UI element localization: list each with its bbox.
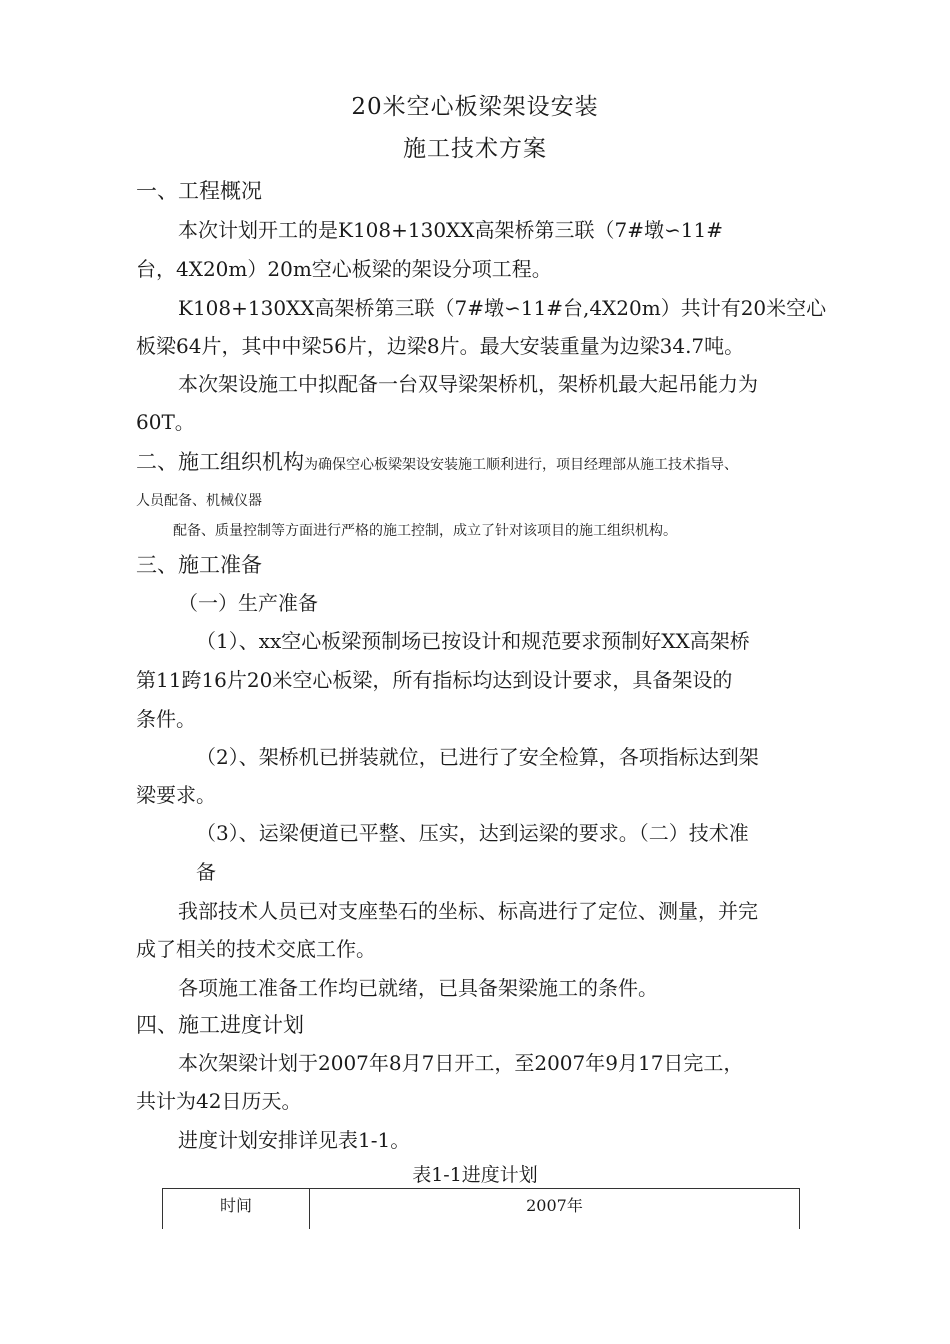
section3-item3-line2: 备 [196,860,216,884]
section3-item1-line1: （1）、xx空心板梁预制场已按设计和规范要求预制好XX高架桥 [196,629,750,653]
section3-ready: 各项施工准备工作均已就绪，已具备架梁施工的条件。 [178,976,658,1000]
section2-heading-line [136,446,738,476]
document-title-line1: 20米空心板梁架设安装 [351,94,599,120]
section2-inline-text: 为确保空心板梁架设安装施工顺利进行，项目经理部从施工技术指导、 [304,457,738,473]
section2-line2: 人员配备、机械仪器 [136,493,262,509]
section1-para3-line2: 60T。 [136,410,195,434]
section2-line3: 配备、质量控制等方面进行严格的施工控制，成立了针对该项目的施工组织机构。 [173,523,677,539]
document-title-line2: 施工技术方案 [403,136,547,162]
section1-para2-line2: 板梁64片，其中中梁56片，边梁8片。最大安装重量为边梁34.7吨。 [136,334,745,358]
schedule-table [162,1188,800,1229]
section4-para1-line1: 本次架梁计划于2007年8月7日开工，至2007年9月17日完工， [178,1051,744,1075]
table-caption: 表1-1进度计划 [412,1164,538,1186]
section4-para2: 进度计划安排详见表1-1。 [178,1128,411,1152]
section2-heading: 二、施工组织机构 [136,450,304,474]
section4-heading: 四、施工进度计划 [136,1013,304,1037]
section3-item1-line3: 条件。 [136,707,196,731]
section1-para1-line1: 本次计划开工的是K108+130XX高架桥第三联（7#墩∽11# [178,218,723,242]
table-header-time [163,1189,310,1230]
section3-sub1: （一）生产准备 [178,591,318,615]
section1-para1-line2: 台，4X20m）20m空心板梁的架设分项工程。 [136,257,552,281]
section3-item1-line2: 第11跨16片20米空心板梁，所有指标均达到设计要求，具备架设的 [136,668,733,692]
section3-item2-line1: （2）、架桥机已拼装就位，已进行了安全检算，各项指标达到架 [196,745,759,769]
table-header-time-label: 时间 [219,1196,252,1215]
section3-tech-line1: 我部技术人员已对支座垫石的坐标、标高进行了定位、测量，并完 [178,899,758,923]
section1-heading: 一、工程概况 [136,179,262,203]
section4-para1-line2: 共计为42日历天。 [136,1089,302,1113]
section3-tech-line2: 成了相关的技术交底工作。 [136,937,376,961]
table-header-year [310,1189,800,1230]
section3-item2-line2: 梁要求。 [136,783,216,807]
table-row [163,1189,800,1230]
table-header-year-label: 2007年 [526,1196,583,1215]
section3-heading: 三、施工准备 [136,553,262,577]
section1-para2-line1: K108+130XX高架桥第三联（7#墩∽11#台,4X20m）共计有20米空心 [178,296,827,320]
section3-item3-line1: （3）、运梁便道已平整、压实，达到运梁的要求。（二）技术准 [196,821,749,845]
section1-para3-line1: 本次架设施工中拟配备一台双导梁架桥机，架桥机最大起吊能力为 [178,372,758,396]
